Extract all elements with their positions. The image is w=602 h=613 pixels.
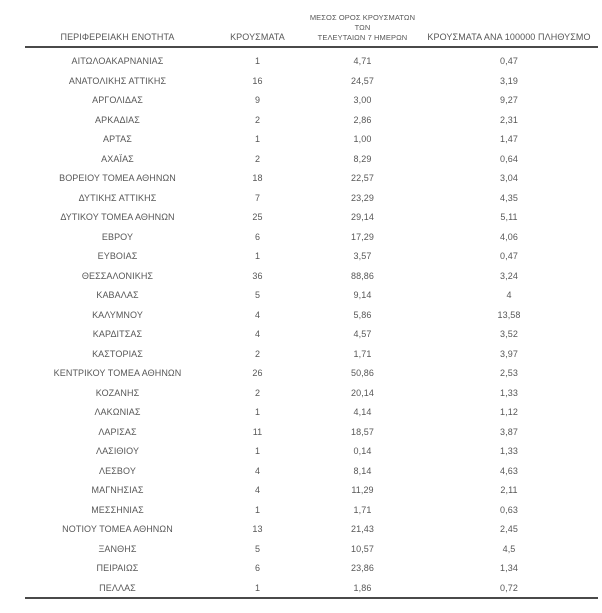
avg7-cell: 88,86 xyxy=(350,270,375,281)
avg7-cell: 4,71 xyxy=(353,56,372,66)
avg7-cell: 8,14 xyxy=(353,465,372,476)
per100k-cell: 1,12 xyxy=(500,407,518,417)
per100k-cell: 3,87 xyxy=(500,426,518,437)
cases-cell: 1 xyxy=(254,582,261,593)
avg7-cell: 10,57 xyxy=(350,543,375,554)
region-name-cell: ΕΒΡΟΥ xyxy=(101,231,134,242)
region-name-cell: ΚΑΣΤΟΡΙΑΣ xyxy=(92,348,143,359)
table-row xyxy=(25,422,598,442)
region-name-cell: ΑΡΓΟΛΙΔΑΣ xyxy=(92,95,143,105)
region-name-cell: ΑΧΑΪΑΣ xyxy=(101,153,134,164)
region-name-cell: ΜΑΓΝΗΣΙΑΣ xyxy=(91,485,144,495)
table-row xyxy=(25,344,598,364)
per100k-cell: 5,11 xyxy=(500,212,518,222)
table-row xyxy=(25,266,598,286)
table-header-row xyxy=(25,13,598,47)
per100k-cell: 4,35 xyxy=(500,192,518,203)
table-row xyxy=(25,149,598,169)
per100k-cell: 4,63 xyxy=(500,465,518,476)
avg7-cell: 11,29 xyxy=(351,485,374,495)
per100k-cell: 13,58 xyxy=(497,309,521,320)
region-name-cell: ΚΑΡΔΙΤΣΑΣ xyxy=(92,329,143,339)
region-name-cell: ΠΕΛΛΑΣ xyxy=(99,582,136,593)
region-name-cell: ΒΟΡΕΙΟΥ ΤΟΜΕΑ ΑΘΗΝΩΝ xyxy=(59,173,176,183)
avg7-cell: 4,57 xyxy=(353,329,372,339)
avg7-cell: 20,14 xyxy=(350,387,375,398)
regional-cases-report xyxy=(0,13,602,613)
cases-cell: 4 xyxy=(254,329,261,339)
table-row xyxy=(25,246,598,266)
table-row xyxy=(25,461,598,481)
avg7-cell: 29,14 xyxy=(350,212,375,222)
region-name-cell: ΝΟΤΙΟΥ ΤΟΜΕΑ ΑΘΗΝΩΝ xyxy=(62,524,173,534)
region-name-cell: ΠΕΙΡΑΙΩΣ xyxy=(96,563,139,573)
table-row xyxy=(25,558,598,578)
column-header-cases: ΚΡΟΥΣΜΑΤΑ xyxy=(210,13,305,47)
cases-cell: 9 xyxy=(254,95,261,105)
per100k-cell: 1,47 xyxy=(500,134,518,144)
table-header xyxy=(25,13,598,47)
cases-cell: 1 xyxy=(254,251,261,261)
per100k-cell: 2,31 xyxy=(500,114,518,125)
column-header-avg7 xyxy=(305,13,420,47)
cases-cell: 5 xyxy=(254,290,261,300)
per100k-cell: 0,63 xyxy=(500,504,518,515)
per100k-cell: 0,47 xyxy=(500,251,518,261)
table-row xyxy=(25,90,598,110)
cases-cell: 1 xyxy=(254,407,261,417)
cases-cell: 11 xyxy=(252,426,263,437)
cases-cell: 7 xyxy=(254,192,261,203)
avg7-cell: 2,86 xyxy=(353,114,372,125)
region-name-cell: ΕΥΒΟΙΑΣ xyxy=(97,251,138,261)
table-row xyxy=(25,51,598,71)
table-row xyxy=(25,539,598,559)
table-row xyxy=(25,500,598,520)
table-row xyxy=(25,168,598,188)
cases-cell: 1 xyxy=(254,446,261,456)
avg7-cell: 1,86 xyxy=(353,582,372,593)
avg7-cell: 5,86 xyxy=(353,309,372,320)
avg7-cell: 3,00 xyxy=(353,95,372,105)
avg7-cell: 50,86 xyxy=(350,368,375,378)
region-name-cell: ΑΡΤΑΣ xyxy=(103,134,132,144)
per100k-cell: 2,53 xyxy=(500,368,518,378)
region-name-cell: ΜΕΣΣΗΝΙΑΣ xyxy=(91,504,144,515)
column-header-avg7-line2: ΤΕΛΕΥΤΑΙΩΝ 7 ΗΜΕΡΩΝ xyxy=(317,32,408,42)
avg7-cell: 17,29 xyxy=(350,231,375,242)
table-row xyxy=(25,129,598,149)
per100k-cell: 0,64 xyxy=(500,153,518,164)
cases-cell: 2 xyxy=(254,348,261,359)
per100k-cell: 1,33 xyxy=(500,446,518,456)
regional-cases-table xyxy=(25,13,598,599)
per100k-cell: 4 xyxy=(506,290,512,300)
avg7-cell: 23,29 xyxy=(350,192,375,203)
region-name-cell: ΞΑΝΘΗΣ xyxy=(98,543,137,554)
cases-cell: 1 xyxy=(254,134,261,144)
table-row xyxy=(25,402,598,422)
avg7-cell: 9,14 xyxy=(353,290,372,300)
avg7-cell: 21,43 xyxy=(350,524,375,534)
cases-cell: 5 xyxy=(254,543,261,554)
region-name-cell: ΛΕΣΒΟΥ xyxy=(99,465,136,476)
table-row xyxy=(25,285,598,305)
avg7-cell: 0,14 xyxy=(353,446,372,456)
region-name-cell: ΛΑΡΙΣΑΣ xyxy=(98,426,137,437)
per100k-cell: 3,97 xyxy=(500,348,518,359)
per100k-cell: 3,04 xyxy=(500,173,518,183)
region-name-cell: ΚΑΛΥΜΝΟΥ xyxy=(92,309,143,320)
table-body xyxy=(25,47,598,598)
region-name-cell: ΔΥΤΙΚΗΣ ΑΤΤΙΚΗΣ xyxy=(78,192,157,203)
column-header-avg7-line1: ΜΕΣΟΣ ΟΡΟΣ ΚΡΟΥΣΜΑΤΩΝ ΤΩΝ xyxy=(309,13,416,32)
table-row xyxy=(25,324,598,344)
region-name-cell: ΛΑΣΙΘΙΟΥ xyxy=(95,446,140,456)
region-name-cell: ΚΑΒΑΛΑΣ xyxy=(96,290,139,300)
table-row xyxy=(25,578,598,599)
avg7-cell: 1,71 xyxy=(353,348,372,359)
cases-cell: 1 xyxy=(254,504,261,515)
cases-cell: 4 xyxy=(254,465,261,476)
per100k-cell: 0,72 xyxy=(500,582,518,593)
column-header-region: ΠΕΡΙΦΕΡΕΙΑΚΗ ΕΝΟΤΗΤΑ xyxy=(25,13,210,47)
table-row xyxy=(25,71,598,91)
cases-cell: 2 xyxy=(254,387,261,398)
cases-cell: 4 xyxy=(254,309,261,320)
region-name-cell: ΔΥΤΙΚΟΥ ΤΟΜΕΑ ΑΘΗΝΩΝ xyxy=(60,212,175,222)
table-row xyxy=(25,383,598,403)
cases-cell: 13 xyxy=(252,524,263,534)
per100k-cell: 2,45 xyxy=(500,524,518,534)
region-name-cell: ΘΕΣΣΑΛΟΝΙΚΗΣ xyxy=(81,270,154,281)
table-row xyxy=(25,110,598,130)
avg7-cell: 3,57 xyxy=(353,251,372,261)
region-name-cell: ΑΝΑΤΟΛΙΚΗΣ ΑΤΤΙΚΗΣ xyxy=(68,75,167,86)
cases-cell: 18 xyxy=(252,173,263,183)
cases-cell: 36 xyxy=(252,270,263,281)
table-row xyxy=(25,480,598,500)
region-name-cell: ΑΡΚΑΔΙΑΣ xyxy=(95,114,140,125)
per100k-cell: 1,34 xyxy=(500,563,518,573)
cases-cell: 16 xyxy=(252,75,263,86)
table-row xyxy=(25,227,598,247)
region-name-cell: ΚΟΖΑΝΗΣ xyxy=(95,387,140,398)
cases-cell: 25 xyxy=(252,212,263,222)
avg7-cell: 4,14 xyxy=(353,407,372,417)
avg7-cell: 1,00 xyxy=(353,134,372,144)
avg7-cell: 18,57 xyxy=(350,426,375,437)
per100k-cell: 0,47 xyxy=(500,56,518,66)
table-row xyxy=(25,188,598,208)
cases-cell: 6 xyxy=(254,563,261,573)
region-name-cell: ΛΑΚΩΝΙΑΣ xyxy=(94,407,141,417)
avg7-cell: 1,71 xyxy=(353,504,372,515)
table-row xyxy=(25,305,598,325)
cases-cell: 1 xyxy=(254,56,261,66)
table-row xyxy=(25,519,598,539)
per100k-cell: 3,19 xyxy=(500,75,518,86)
cases-cell: 6 xyxy=(254,231,261,242)
cases-cell: 4 xyxy=(254,485,261,495)
column-header-per100k: ΚΡΟΥΣΜΑΤΑ ΑΝΑ 100000 ΠΛΗΘΥΣΜΟ xyxy=(420,13,598,47)
per100k-cell: 3,52 xyxy=(500,329,518,339)
avg7-cell: 22,57 xyxy=(350,173,375,183)
cases-cell: 26 xyxy=(252,368,263,378)
per100k-cell: 1,33 xyxy=(500,387,518,398)
table-row xyxy=(25,441,598,461)
cases-cell: 2 xyxy=(254,153,261,164)
avg7-cell: 23,86 xyxy=(350,563,375,573)
per100k-cell: 3,24 xyxy=(500,270,518,281)
per100k-cell: 9,27 xyxy=(500,95,518,105)
region-name-cell: ΚΕΝΤΡΙΚΟΥ ΤΟΜΕΑ ΑΘΗΝΩΝ xyxy=(53,368,182,378)
per100k-cell: 4,5 xyxy=(502,543,516,554)
table-row xyxy=(25,363,598,383)
table-row xyxy=(25,207,598,227)
avg7-cell: 24,57 xyxy=(350,75,375,86)
per100k-cell: 4,06 xyxy=(500,231,518,242)
avg7-cell: 8,29 xyxy=(353,153,372,164)
per100k-cell: 2,11 xyxy=(500,485,518,495)
cases-cell: 2 xyxy=(254,114,261,125)
region-name-cell: ΑΙΤΩΛΟΑΚΑΡΝΑΝΙΑΣ xyxy=(71,56,164,66)
